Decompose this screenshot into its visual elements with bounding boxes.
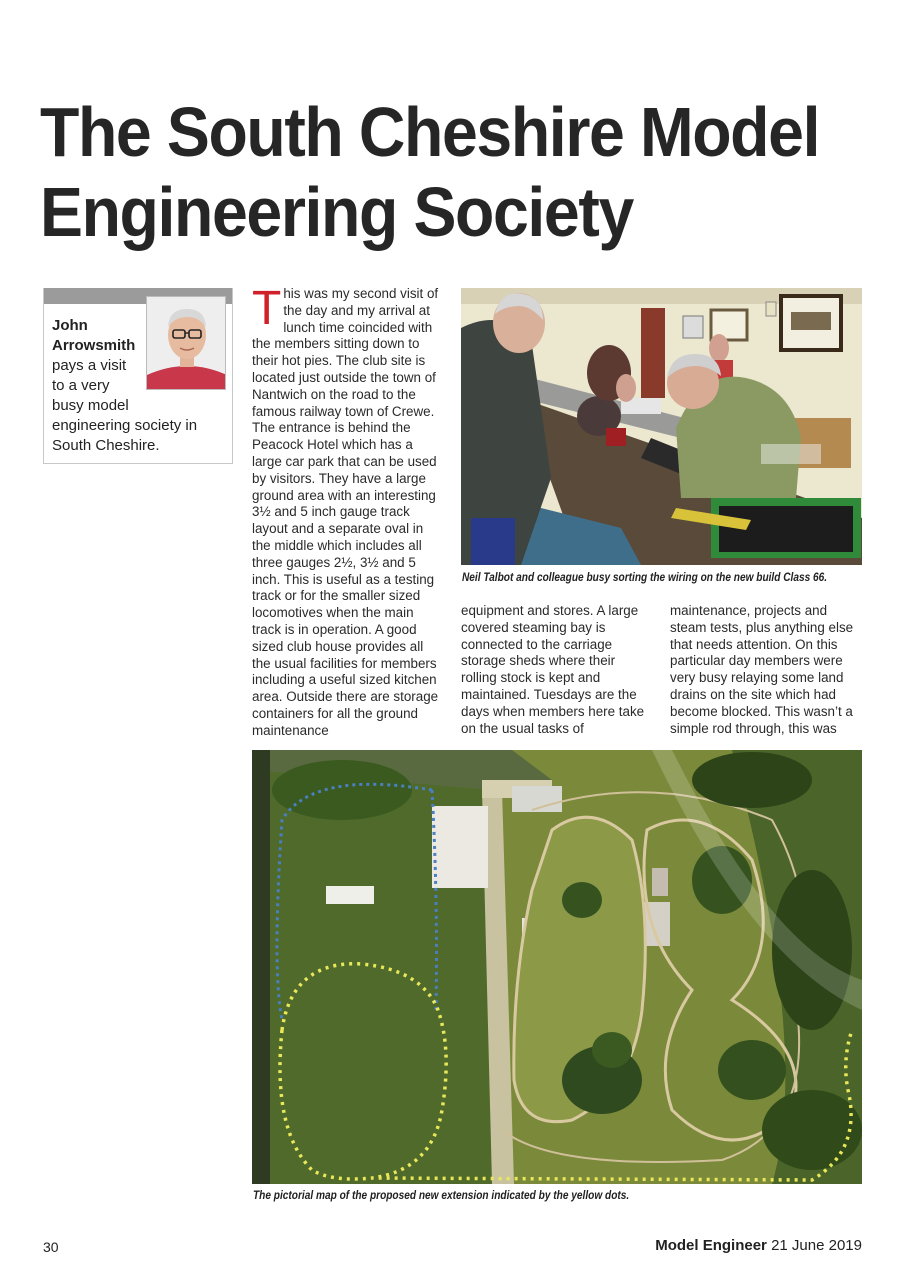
- title-line-2: Engineering Society: [40, 173, 633, 251]
- publication-footer: [655, 1237, 862, 1254]
- author-name-line-1: John: [52, 317, 88, 334]
- workshop-photo: [461, 288, 862, 565]
- article-column-1-text: his was my second visit of the day and my arrival at lunch time coincided with the members sitting down to their hot pies. The club site is located just outside the town of Nantwich on the road to the famous railway town of Crewe. The entrance is behind the Peacock Hotel which has a large car park that can be used by visitors. They have a large ground area with an interesting 3½ and 5 inch gauge track layout and a separate oval in the middle which includes all three gauges 2½, 3½ and 5 inch. This is useful as a testing track or for the smaller sized locomotives when the main track is in operation. A good sized club house provides all the usual facilities for members including a useful sized kitchen area. Outside there are storage containers for all the ground maintenance: [252, 286, 439, 738]
- author-portrait: [146, 296, 226, 390]
- article-column-1: [252, 282, 444, 740]
- article-title: [40, 92, 880, 252]
- author-name-line-2: Arrowsmith: [52, 337, 136, 354]
- author-box: [43, 288, 233, 464]
- author-intro-line: pays a visit: [52, 357, 127, 374]
- publication-date: 21 June 2019: [771, 1237, 862, 1254]
- photo-2-caption: The pictorial map of the proposed new extension indicated by the yellow dots.: [253, 1190, 630, 1202]
- article-column-2: equipment and stores. A large covered steaming bay is connected to the carriage storage sheds where their rolling stock is kept and maintained. Tuesdays are the days when members here take on the usual tasks of: [461, 603, 645, 736]
- drop-cap: T: [252, 282, 282, 335]
- photo-1-caption: Neil Talbot and colleague busy sorting the wiring on the new build Class 66.: [462, 572, 828, 584]
- author-intro-line: engineering society in: [52, 417, 198, 434]
- author-intro-line: to a very: [52, 377, 110, 394]
- author-intro-line: busy model: [52, 397, 129, 414]
- title-line-1: The South Cheshire Model: [40, 93, 820, 171]
- article-column-3: maintenance, projects and steam tests, plus anything else that needs attention. On this particular day members were very busy relaying some land drains on the site which had become blocked. This wasn’t a simple rod through, this was: [670, 603, 854, 736]
- page-number: 30: [43, 1239, 59, 1255]
- author-intro-line: South Cheshire.: [52, 437, 160, 454]
- publication-name: Model Engineer: [655, 1237, 767, 1254]
- aerial-site-map-photo: [252, 750, 862, 1184]
